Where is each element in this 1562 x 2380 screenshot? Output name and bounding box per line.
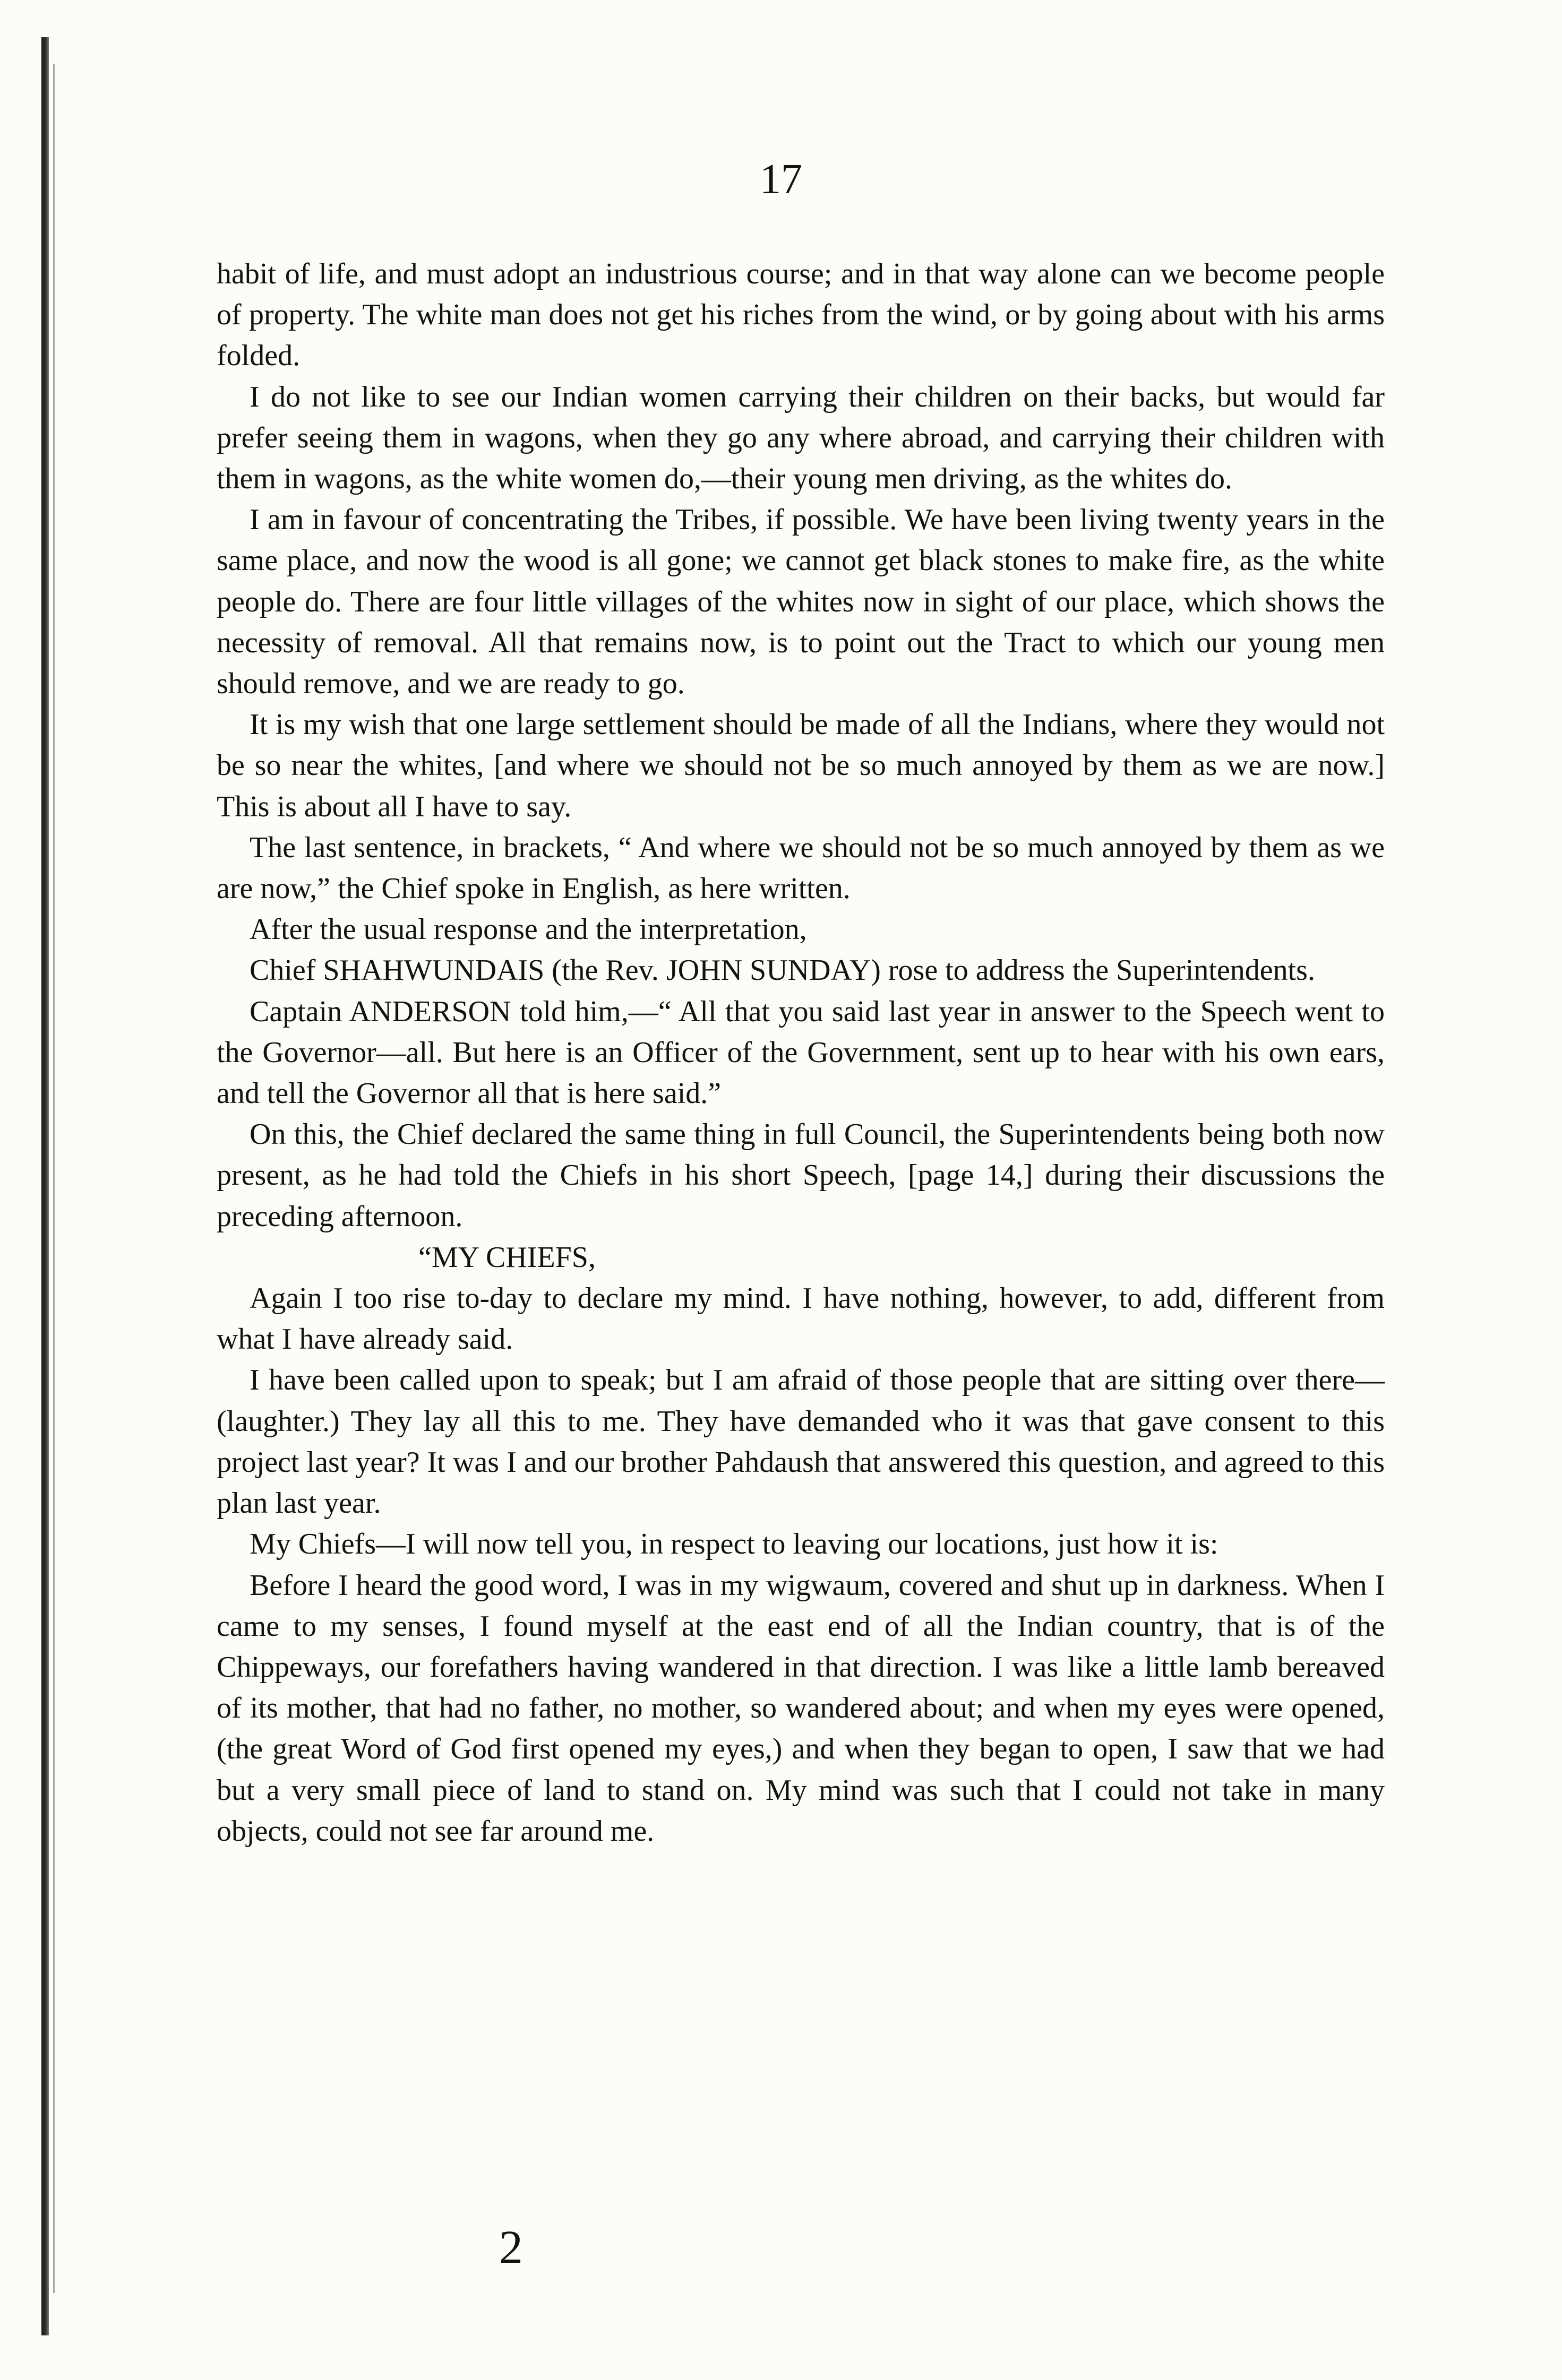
paragraph: I am in favour of concentrating the Tribes, if possible. We have been living twenty years in the same place, and now the wood is all gone; we cannot get black stones to make fire, as the white people do. There are four little villages of the whites now in sight of our place, which shows the necessity of removal. All that remains now, is to point out the Tract to which our young men should remove, and we are ready to go.	[217, 503, 1385, 701]
paragraph: The last sentence, in brackets, “ And where we should not be so much annoyed by them as we are now,” the Chief spoke in English, as here written.	[217, 831, 1385, 906]
speech-heading: “MY CHIEFS,	[418, 1240, 596, 1274]
paragraph: Again I too rise to-day to declare my mind. I have nothing, however, to add, different from what I have already said.	[217, 1282, 1385, 1356]
paragraph: Chief SHAHWUNDAIS (the Rev. JOHN SUNDAY) rose to address the Superintendents.	[250, 954, 1315, 987]
paragraph: After the usual response and the interpretation,	[250, 913, 807, 946]
paragraph: It is my wish that one large settlement should be made of all the Indians, where they would not be so near the whites, [and where we should not be so much annoyed by them as we are now.] This is about all I have to say.	[217, 708, 1385, 823]
body-text	[217, 254, 1385, 1852]
page-binding-shadow	[53, 64, 55, 2293]
page-binding-edge	[41, 37, 49, 2335]
page-number: 17	[760, 156, 802, 203]
paragraph: I have been called upon to speak; but I am afraid of those people that are sitting over there—(laughter.) They lay all this to me. They have demanded who it was that gave consent to this project last year? It was I and our brother Pahdaush that answered this question, and agreed to this plan last year.	[217, 1364, 1385, 1520]
paragraph: I do not like to see our Indian women carrying their children on their backs, but would far prefer seeing them in wagons, when they go any where abroad, and carrying their children with them in wagons, as the white women do,—their young men driving, as the whites do.	[217, 380, 1385, 496]
paragraph: Before I heard the good word, I was in my wigwaum, covered and shut up in darkness. When I came to my senses, I found myself at the east end of all the Indian country, that is of the Chippeways, our forefathers having wandered in that direction. I was like a little lamb bereaved of its mother, that had no father, no mother, so wandered about; and when my eyes were opened, (the great Word of God first opened my eyes,) and when they began to open, I saw that we had but a very small piece of land to stand on. My mind was such that I could not take in many objects, could not see far around me.	[217, 1568, 1385, 1848]
paragraph: My Chiefs—I will now tell you, in respect to leaving our locations, just how it is:	[250, 1528, 1218, 1561]
signature-mark: 2	[499, 2221, 523, 2274]
paragraph: On this, the Chief declared the same thing in full Council, the Superintendents being both now present, as he had told the Chiefs in his short Speech, [page 14,] during their discussions the preceding afternoon.	[217, 1118, 1385, 1233]
paragraph: habit of life, and must adopt an industrious course; and in that way alone can we become people of property. The white man does not get his riches from the wind, or by going about with his arms folded.	[217, 257, 1385, 373]
paragraph: Captain ANDERSON told him,—“ All that you said last year in answer to the Speech went to the Governor—all. But here is an Officer of the Government, sent up to hear with his own ears, and tell the Governor all that is here said.”	[217, 995, 1385, 1110]
